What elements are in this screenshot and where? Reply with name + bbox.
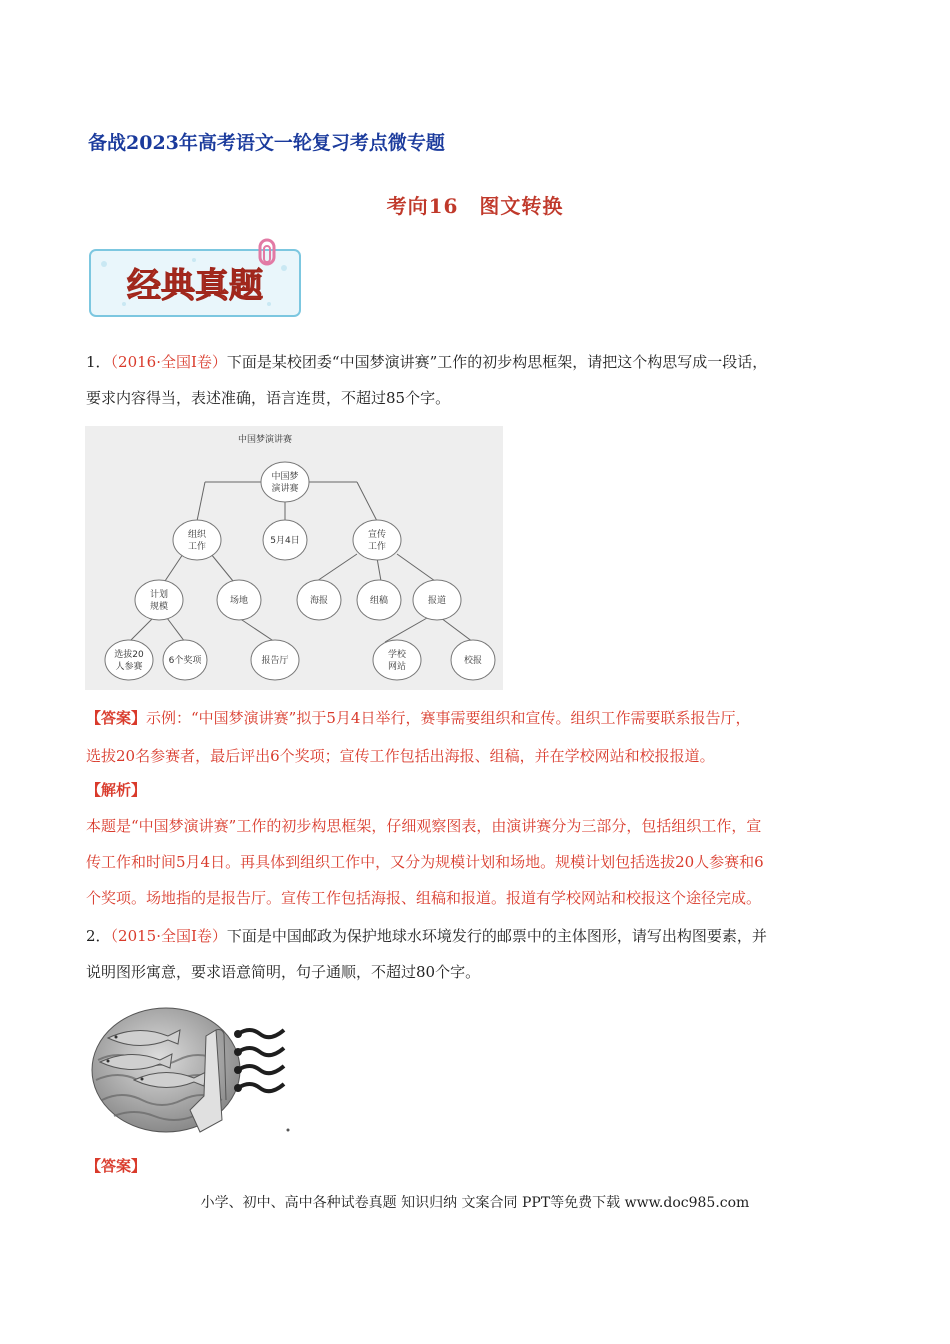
node-org-line2: 工作	[187, 542, 207, 552]
q1-prompt-line1	[86, 344, 866, 380]
q1-answer-label: 【答案】	[86, 709, 147, 727]
q1-answer-text: 示例：“中国梦演讲赛”拟于5月4日举行，赛事需要组织和宣传。组织工作需要联系报告厅，	[146, 709, 751, 727]
node-promo-line2: 工作	[367, 542, 387, 552]
q1-analysis-line1: 本题是“中国梦演讲赛”工作的初步构思框架，仔细观察图表，由演讲赛分为三部分，包括组织工作，宣	[86, 817, 762, 835]
node-select-line1: 选拔20	[114, 650, 144, 660]
q1-prompt-line2: 要求内容得当，表述准确，语言连贯，不超过85个字。	[86, 389, 451, 407]
node-org-line1: 组织	[187, 530, 207, 540]
node-website-line2: 网站	[387, 662, 407, 672]
q1-tree-diagram	[85, 426, 503, 690]
node-paper: 校报	[463, 656, 483, 666]
node-hall: 报告厅	[261, 656, 289, 666]
node-draft: 组稿	[369, 596, 389, 606]
q1-prompt-text: 下面是某校团委“中国梦演讲赛”工作的初步构思框架，请把这个构思写成一段话，	[226, 353, 768, 371]
classic-questions-banner	[84, 238, 310, 322]
node-select-line2: 人参赛	[115, 662, 143, 672]
node-promo-line1: 宣传	[367, 530, 387, 540]
node-root-line2: 演讲赛	[271, 484, 299, 494]
q1-answer-line2: 选拔20名参赛者，最后评出6个奖项；宣传工作包括出海报、组稿，并在学校网站和校报报道。	[86, 747, 715, 765]
water-protection-stamp-image	[88, 1000, 298, 1140]
q2-prompt-line2: 说明图形寓意，要求语意简明，句子通顺，不超过80个字。	[86, 963, 481, 981]
node-report: 报道	[427, 596, 447, 606]
node-date: 5月4日	[270, 536, 300, 546]
node-poster: 海报	[309, 596, 329, 606]
q1-analysis-line3: 个奖项。场地指的是报告厅。宣传工作包括海报、组稿和报道。报道有学校网站和校报这个途径完成。	[86, 889, 762, 907]
node-plan-line2: 规模	[149, 602, 169, 612]
node-plan-line1: 计划	[149, 590, 169, 600]
q1-analysis-label: 【解析】	[86, 781, 147, 799]
node-website-line1: 学校	[387, 650, 407, 660]
banner-label: 经典真题	[127, 266, 263, 306]
q2-prompt-line1	[86, 918, 866, 954]
q2-number: 2．	[86, 927, 111, 945]
topic-title: 考向16 图文转换	[386, 194, 564, 218]
q1-source: （2016·全国Ⅰ卷）	[110, 353, 227, 371]
node-root-line1: 中国梦	[271, 472, 299, 482]
q2-source: （2015·全国Ⅰ卷）	[110, 927, 227, 945]
diagram-title: 中国梦演讲赛	[237, 435, 293, 445]
q1-number: 1．	[86, 353, 111, 371]
q2-prompt-text: 下面是中国邮政为保护地球水环境发行的邮票中的主体图形，请写出构图要素，并	[226, 927, 767, 945]
series-title: 备战2023年高考语文一轮复习考点微专题	[88, 132, 445, 154]
node-venue: 场地	[229, 596, 249, 606]
node-awards: 6个奖项	[168, 656, 202, 666]
q2-answer-label: 【答案】	[86, 1157, 147, 1175]
page-footer: 小学、初中、高中各种试卷真题 知识归纳 文案合同 PPT等免费下载 www.doc985.com	[200, 1195, 750, 1211]
q1-analysis-line2: 传工作和时间5月4日。再具体到组织工作中，又分为规模计划和场地。规模计划包括选拔20人参赛和6	[86, 853, 764, 871]
q1-answer-line1	[86, 700, 866, 736]
